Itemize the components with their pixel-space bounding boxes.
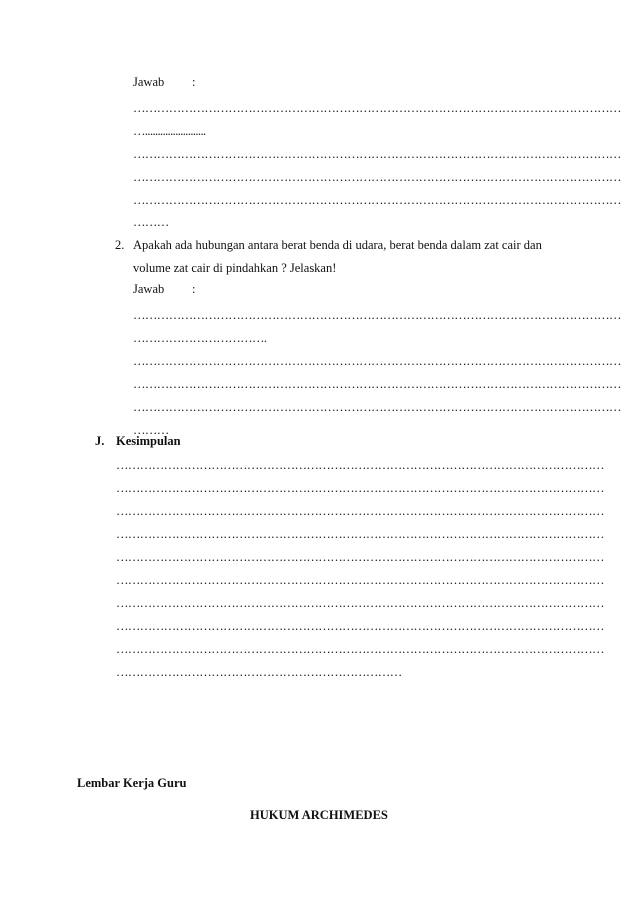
q2-answer-line-2: ……………………………. bbox=[133, 331, 267, 345]
kesimpulan-line-5: …………………………………………………………………………………………………………… bbox=[116, 550, 604, 564]
q2-answer-line-6: ……… bbox=[133, 423, 169, 437]
q1-jawab-label: Jawab bbox=[133, 75, 165, 89]
q1-answer-line-6: ……… bbox=[133, 215, 169, 229]
q1-jawab-colon: : bbox=[192, 75, 196, 89]
kesimpulan-line-4: …………………………………………………………………………………………………………… bbox=[116, 527, 604, 541]
kesimpulan-line-9: …………………………………………………………………………………………………………… bbox=[116, 642, 604, 656]
kesimpulan-line-8: …………………………………………………………………………………………………………… bbox=[116, 619, 604, 633]
kesimpulan-line-10: ……………………………………………………………… bbox=[116, 665, 402, 679]
q2-answer-line-3: …………………………………………………………………………………………………………… bbox=[133, 354, 621, 368]
q2-jawab-label: Jawab bbox=[133, 282, 165, 296]
kesimpulan-line-7: …………………………………………………………………………………………………………… bbox=[116, 596, 604, 610]
q2-question-line-1: Apakah ada hubungan antara berat benda di udara, berat benda dalam zat cair dan bbox=[133, 238, 542, 252]
kesimpulan-line-3: …………………………………………………………………………………………………………… bbox=[116, 504, 604, 518]
kesimpulan-line-1: …………………………………………………………………………………………………………… bbox=[116, 458, 604, 472]
section-j-letter: J. bbox=[95, 434, 105, 448]
q2-answer-line-5: …………………………………………………………………………………………………………… bbox=[133, 400, 621, 414]
q1-answer-line-4: …………………………………………………………………………………………………………… bbox=[133, 170, 621, 184]
q2-number: 2. bbox=[115, 238, 125, 252]
kesimpulan-line-6: …………………………………………………………………………………………………………… bbox=[116, 573, 604, 587]
document-title: HUKUM ARCHIMEDES bbox=[250, 808, 388, 822]
q1-answer-line-3: …………………………………………………………………………………………………………… bbox=[133, 147, 621, 161]
q1-answer-line-1: …………………………………………………………………………………………………………… bbox=[133, 101, 621, 115]
q2-answer-line-4: …………………………………………………………………………………………………………… bbox=[133, 377, 621, 391]
kesimpulan-line-2: …………………………………………………………………………………………………………… bbox=[116, 481, 604, 495]
section-j-title: Kesimpulan bbox=[116, 434, 181, 448]
q1-answer-line-5: …………………………………………………………………………………………………………… bbox=[133, 193, 621, 207]
lembar-kerja-guru-heading: Lembar Kerja Guru bbox=[77, 776, 187, 790]
q2-answer-line-1: …………………………………………………………………………………………………………… bbox=[133, 308, 621, 322]
q2-jawab-colon: : bbox=[192, 282, 196, 296]
q2-question-line-2: volume zat cair di pindahkan ? Jelaskan! bbox=[133, 261, 337, 275]
q1-answer-line-2: …........................ bbox=[133, 124, 206, 138]
